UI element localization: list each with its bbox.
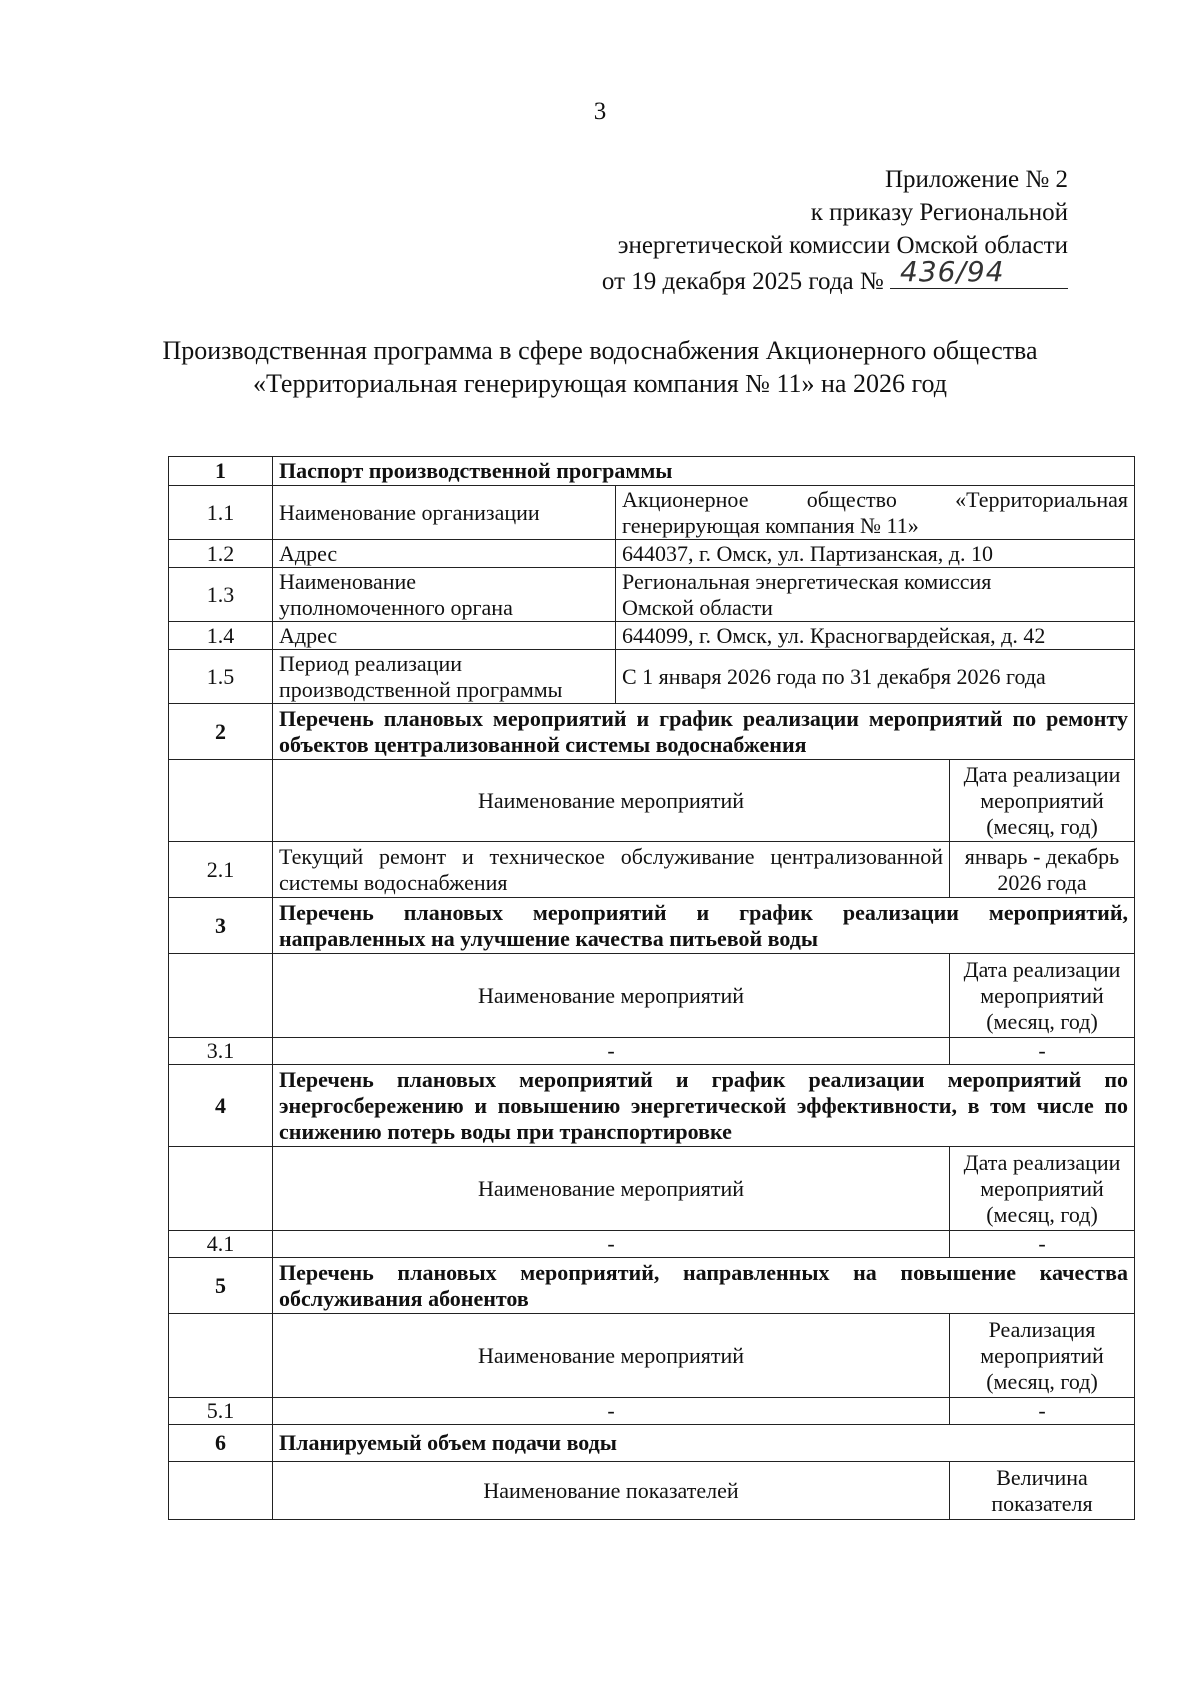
column-header-name: Наименование мероприятий (273, 1147, 950, 1231)
row-number: 1.3 (169, 568, 273, 622)
activity-date: январь - декабрь 2026 года (950, 842, 1135, 898)
section-number: 2 (169, 704, 273, 760)
row-label: Адрес (273, 622, 616, 650)
row-label: Наименование организации (273, 486, 616, 540)
section-number: 1 (169, 457, 273, 486)
table-row (169, 622, 1135, 650)
table-row (169, 1398, 1135, 1425)
empty-cell (169, 1314, 273, 1398)
section-heading: Перечень плановых мероприятий и график реализации мероприятий, направленных на улучшение качества питьевой воды (273, 898, 1135, 954)
row-number: 2.1 (169, 842, 273, 898)
title-line-2: «Территориальная генерирующая компания № 11» на 2026 год (253, 369, 947, 398)
row-number: 3.1 (169, 1038, 273, 1065)
table-row (169, 1231, 1135, 1258)
table-row (169, 568, 1135, 622)
section-number: 6 (169, 1425, 273, 1462)
row-label: Период реализации производственной программы (273, 650, 616, 704)
empty-cell (169, 1147, 273, 1231)
activity-name: - (273, 1231, 950, 1258)
table-row (169, 760, 1135, 842)
table-row (169, 1065, 1135, 1147)
row-value: 644099, г. Омск, ул. Красногвардейская, д. 42 (616, 622, 1135, 650)
section-heading: Перечень плановых мероприятий и график реализации мероприятий по энергосбережению и повышению энергетической эффективности, в том числе по снижению потерь воды при транспортировке (273, 1065, 1135, 1147)
production-program-table (168, 456, 1135, 1520)
row-value: 644037, г. Омск, ул. Партизанская, д. 10 (616, 540, 1135, 568)
row-number: 4.1 (169, 1231, 273, 1258)
section-heading: Перечень плановых мероприятий и график реализации мероприятий по ремонту объектов централизованной системы водоснабжения (273, 704, 1135, 760)
activity-name: Текущий ремонт и техническое обслуживание централизованной системы водоснабжения (273, 842, 950, 898)
row-number: 1.4 (169, 622, 273, 650)
activity-name: - (273, 1398, 950, 1425)
approval-line-3: энергетической комиссии Омской области (617, 232, 1068, 259)
section-number: 3 (169, 898, 273, 954)
approval-line-4 (601, 255, 1068, 298)
column-header-date: Дата реализации мероприятий (месяц, год) (950, 1147, 1135, 1231)
approval-block (602, 163, 1068, 298)
column-header-date: Дата реализации мероприятий (месяц, год) (950, 760, 1135, 842)
table-row (169, 1038, 1135, 1065)
table-row (169, 1462, 1135, 1520)
section-number: 4 (169, 1065, 273, 1147)
column-header-name: Наименование мероприятий (273, 954, 950, 1038)
row-number: 1.5 (169, 650, 273, 704)
row-label: Наименование уполномоченного органа (273, 568, 616, 622)
approval-line-2: к приказу Региональной (810, 199, 1068, 226)
table-row (169, 1258, 1135, 1314)
table-row (169, 486, 1135, 540)
column-header-name: Наименование показателей (273, 1462, 950, 1520)
section-heading: Планируемый объем подачи воды (273, 1425, 1135, 1462)
section-heading: Перечень плановых мероприятий, направленных на повышение качества обслуживания абонентов (273, 1258, 1135, 1314)
title-line-1: Производственная программа в сфере водоснабжения Акционерного общества (162, 336, 1038, 365)
column-header-name: Наименование мероприятий (273, 760, 950, 842)
table-row (169, 1314, 1135, 1398)
row-value: Региональная энергетическая комиссия Омской области (616, 568, 1135, 622)
approval-date: от 19 декабря 2025 года № (601, 268, 884, 295)
document-title (0, 334, 1200, 400)
column-header-value: Величина показателя (950, 1462, 1135, 1520)
column-header-date: Реализация мероприятий (месяц, год) (950, 1314, 1135, 1398)
column-header-name: Наименование мероприятий (273, 1314, 950, 1398)
table-row (169, 540, 1135, 568)
table-row (169, 954, 1135, 1038)
approval-line-1: Приложение № 2 (884, 166, 1068, 193)
page-number: 3 (593, 98, 607, 125)
order-number-handwritten: 436/94 (890, 262, 1068, 289)
section-number: 5 (169, 1258, 273, 1314)
table-row (169, 842, 1135, 898)
row-value: Акционерное общество «Территориальная генерирующая компания № 11» (616, 486, 1135, 540)
row-number: 1.2 (169, 540, 273, 568)
table-row (169, 898, 1135, 954)
table-row (169, 1425, 1135, 1462)
empty-cell (169, 1462, 273, 1520)
table-row (169, 457, 1135, 486)
row-number: 1.1 (169, 486, 273, 540)
column-header-date: Дата реализации мероприятий (месяц, год) (950, 954, 1135, 1038)
table-row (169, 704, 1135, 760)
section-heading: Паспорт производственной программы (273, 457, 1135, 486)
activity-date: - (950, 1398, 1135, 1425)
empty-cell (169, 760, 273, 842)
table-row (169, 650, 1135, 704)
empty-cell (169, 954, 273, 1038)
row-label: Адрес (273, 540, 616, 568)
activity-date: - (950, 1231, 1135, 1258)
row-number: 5.1 (169, 1398, 273, 1425)
activity-date: - (950, 1038, 1135, 1065)
table-row (169, 1147, 1135, 1231)
row-value: С 1 января 2026 года по 31 декабря 2026 года (616, 650, 1135, 704)
activity-name: - (273, 1038, 950, 1065)
